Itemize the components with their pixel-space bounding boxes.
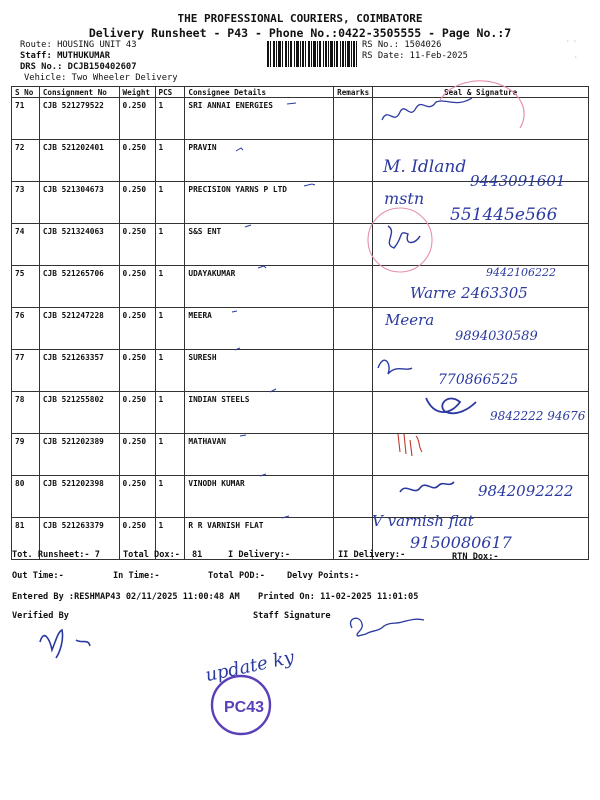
cell-consignee: MATHAVAN: [185, 434, 334, 476]
phone-76: 9894030589: [455, 329, 538, 344]
cell-weight: 0.250: [119, 350, 155, 392]
i-delivery-label: I Delivery:-: [228, 550, 291, 560]
cell-consignment: CJB 521304673: [39, 182, 119, 224]
printed-on: Printed On: 11-02-2025 11:01:05: [258, 592, 419, 602]
cell-seal: [373, 434, 589, 476]
cell-sno: 73: [12, 182, 40, 224]
cell-consignment: CJB 521279522: [39, 98, 119, 140]
cell-remarks: [334, 182, 373, 224]
rtn-dox-label: RTN Dox:-: [452, 552, 499, 562]
stamp-circle: [212, 676, 270, 734]
cell-weight: 0.250: [119, 476, 155, 518]
speckle: · ·: [566, 38, 577, 45]
table-row: [12, 182, 589, 224]
signature-75: Warre 2463305: [410, 284, 528, 302]
cell-weight: 0.250: [119, 224, 155, 266]
cell-sno: 81: [12, 518, 40, 560]
col-header-consignment: Consignment No: [39, 87, 119, 98]
col-header-remarks: Remarks: [334, 87, 373, 98]
cell-consignee: S&S ENT: [185, 224, 334, 266]
delvy-points-label: Delvy Points:-: [287, 571, 360, 581]
cell-consignment: CJB 521202398: [39, 476, 119, 518]
cell-weight: 0.250: [119, 266, 155, 308]
cell-remarks: [334, 350, 373, 392]
cell-remarks: [334, 476, 373, 518]
col-header-seal: Seal & Signature: [373, 87, 589, 98]
table-row: [12, 98, 589, 140]
table-row: [12, 140, 589, 182]
cell-sno: 72: [12, 140, 40, 182]
cell-remarks: [334, 392, 373, 434]
cell-pcs: 1: [155, 140, 185, 182]
cell-pcs: 1: [155, 476, 185, 518]
total-dox-label: Total Dox:-: [123, 550, 180, 560]
col-header-weight: Weight: [119, 87, 155, 98]
cell-remarks: [334, 98, 373, 140]
in-time-label: In Time:-: [113, 571, 160, 581]
cell-seal: [373, 350, 589, 392]
speckle: ·: [574, 54, 578, 61]
table-row: [12, 476, 589, 518]
cell-consignment: CJB 521202401: [39, 140, 119, 182]
col-header-consignee: Consignee Details: [185, 87, 334, 98]
cell-consignee: SRI ANNAI ENERGIES: [185, 98, 334, 140]
table-row: [12, 392, 589, 434]
cell-pcs: 1: [155, 350, 185, 392]
table-row: [12, 308, 589, 350]
vehicle-label: Vehicle: Two Wheeler Delivery: [24, 73, 178, 83]
cell-seal: [373, 392, 589, 434]
cell-seal: [373, 182, 589, 224]
cell-pcs: 1: [155, 224, 185, 266]
entered-by: Entered By :RESHMAP43 02/11/2025 11:00:48 AM: [12, 592, 240, 602]
cell-sno: 74: [12, 224, 40, 266]
col-header-pcs: PCS: [155, 87, 185, 98]
cell-pcs: 1: [155, 518, 185, 560]
signature-81: V varnish flat: [372, 512, 474, 530]
cell-remarks: [334, 434, 373, 476]
cell-seal: [373, 140, 589, 182]
cell-sno: 78: [12, 392, 40, 434]
company-name: THE PROFESSIONAL COURIERS, COIMBATORE: [177, 12, 423, 25]
cell-consignment: CJB 521263357: [39, 350, 119, 392]
cell-remarks: [334, 308, 373, 350]
cell-sno: 71: [12, 98, 40, 140]
cell-seal: [373, 98, 589, 140]
stamp-text: PC43: [224, 699, 265, 716]
table-row: [12, 350, 589, 392]
staff-signature-label: Staff Signature: [253, 611, 331, 621]
cell-pcs: 1: [155, 392, 185, 434]
cell-weight: 0.250: [119, 308, 155, 350]
cell-pcs: 1: [155, 182, 185, 224]
drs-label: DRS No.: DCJB150402607: [20, 62, 137, 72]
signature-72: M. Idland: [383, 157, 467, 177]
out-time-label: Out Time:-: [12, 571, 64, 581]
phone-80: 9842092222: [478, 482, 574, 500]
cell-remarks: [334, 266, 373, 308]
cell-sno: 75: [12, 266, 40, 308]
total-pod-label: Total POD:-: [208, 571, 265, 581]
cell-pcs: 1: [155, 308, 185, 350]
staff-label: Staff: MUTHUKUMAR: [20, 51, 111, 61]
delivery-table: [11, 86, 589, 560]
runsheet-header: Delivery Runsheet - P43 - Phone No.:0422-3505555 - Page No.:7: [88, 26, 512, 40]
cell-weight: 0.250: [119, 98, 155, 140]
cell-seal: [373, 266, 589, 308]
barcode: [267, 41, 357, 67]
verified-signature-scribble: [40, 630, 90, 658]
cell-remarks: [334, 140, 373, 182]
cell-pcs: 1: [155, 434, 185, 476]
cell-consignee: INDIAN STEELS: [185, 392, 334, 434]
cell-consignment: CJB 521265706: [39, 266, 119, 308]
cell-pcs: 1: [155, 98, 185, 140]
table-row: [12, 434, 589, 476]
cell-consignee: MEERA: [185, 308, 334, 350]
cell-consignment: CJB 521255802: [39, 392, 119, 434]
cell-seal: [373, 224, 589, 266]
cell-sno: 76: [12, 308, 40, 350]
cell-sno: 80: [12, 476, 40, 518]
update-note: update ky: [203, 646, 296, 687]
cell-consignee: PRECISION YARNS P LTD: [185, 182, 334, 224]
cell-weight: 0.250: [119, 392, 155, 434]
route-label: Route: HOUSING UNIT 43: [20, 40, 137, 50]
cell-consignee: R R VARNISH FLAT: [185, 518, 334, 560]
col-header-sno: S No: [12, 87, 40, 98]
rs-no-label: RS No.: 1504026: [362, 40, 442, 50]
cell-seal: [373, 476, 589, 518]
cell-consignment: CJB 521263379: [39, 518, 119, 560]
staff-signature-scribble: [351, 618, 424, 636]
phone-75: 9442106222: [486, 266, 556, 279]
cell-consignee: VINODH KUMAR: [185, 476, 334, 518]
phone-72: 9443091601: [470, 172, 566, 190]
cell-consignment: CJB 521202389: [39, 434, 119, 476]
signature-76: Meera: [385, 311, 435, 329]
verified-by-label: Verified By: [12, 611, 69, 621]
phone-73: 551445e566: [450, 205, 558, 225]
signature-73: mstn: [384, 189, 425, 208]
cell-weight: 0.250: [119, 434, 155, 476]
cell-weight: 0.250: [119, 140, 155, 182]
rs-date-label: RS Date: 11-Feb-2025: [362, 51, 468, 61]
cell-pcs: 1: [155, 266, 185, 308]
cell-seal: [373, 308, 589, 350]
cell-consignee: PRAVIN: [185, 140, 334, 182]
tot-runsheet: Tot. Runsheet:- 7: [12, 550, 100, 560]
cell-consignment: CJB 521324063: [39, 224, 119, 266]
cell-sno: 77: [12, 350, 40, 392]
cell-consignment: CJB 521247228: [39, 308, 119, 350]
cell-weight: 0.250: [119, 518, 155, 560]
phone-81: 9150080617: [410, 533, 512, 552]
table-row: [12, 266, 589, 308]
total-dox-value: 81: [192, 550, 203, 560]
phone-77: 770866525: [438, 372, 519, 388]
cell-consignee: UDAYAKUMAR: [185, 266, 334, 308]
cell-sno: 79: [12, 434, 40, 476]
phone-78: 9842222 94676: [490, 409, 586, 423]
cell-weight: 0.250: [119, 182, 155, 224]
table-header-row: [12, 87, 589, 98]
cell-consignee: SURESH: [185, 350, 334, 392]
cell-remarks: [334, 224, 373, 266]
table-row: [12, 224, 589, 266]
ii-delivery-label: II Delivery:-: [338, 550, 406, 560]
